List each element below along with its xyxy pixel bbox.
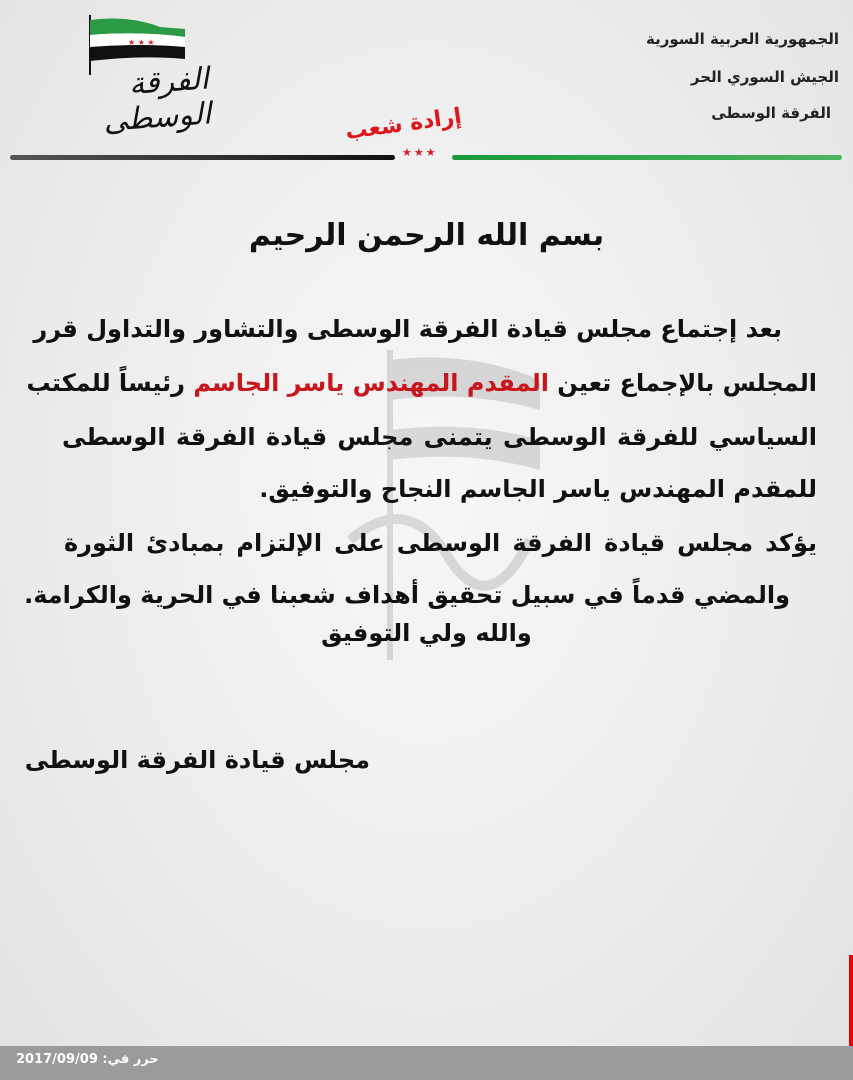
appointee-name: المقدم المهندس ياسر الجاسم [193, 369, 549, 397]
svg-text:★ ★ ★: ★ ★ ★ [128, 38, 155, 47]
header-line-army: الجيش السوري الحر [690, 68, 839, 86]
basmala-heading: بسم الله الرحمن الرحيم [248, 218, 605, 253]
slogan: إرادة شعب [343, 103, 464, 146]
signature: مجلس قيادة الفرقة الوسطى [24, 746, 370, 774]
header-line-republic: الجمهورية العربية السورية [646, 30, 839, 48]
footer-date [16, 1052, 159, 1067]
header-line-division: الفرقة الوسطى [711, 104, 831, 122]
division-logo [50, 15, 213, 145]
stars-icon: ★★★ [402, 146, 438, 159]
divider-black [10, 155, 395, 160]
footer-label: حرر في: [102, 1052, 159, 1067]
body-line-1: بعد إجتماع مجلس قيادة الفرقة الوسطى والتشاور والتداول قرر [33, 315, 782, 343]
body-line-3: السياسي للفرقة الوسطى يتمنى مجلس قيادة الفرقة الوسطى [62, 423, 817, 451]
body-text: المجلس بالإجماع تعين [548, 369, 817, 397]
body-line-4: للمقدم المهندس ياسر الجاسم النجاح والتوفيق. [259, 475, 817, 503]
logo-calligraphy: الفرقة الوسطى [102, 61, 213, 139]
body-line-6: والمضي قدماً في سبيل تحقيق أهداف شعبنا في الحرية والكرامة. [24, 581, 790, 609]
closing-line: والله ولي التوفيق [321, 619, 532, 647]
body-text: رئيساً للمكتب [26, 369, 194, 397]
divider-green [452, 155, 842, 160]
body-line-2 [26, 368, 817, 398]
footer-date-value: 2017/09/09 [16, 1052, 98, 1067]
body-line-5: يؤكد مجلس قيادة الفرقة الوسطى على الإلتزام بمبادئ الثورة [64, 529, 817, 557]
